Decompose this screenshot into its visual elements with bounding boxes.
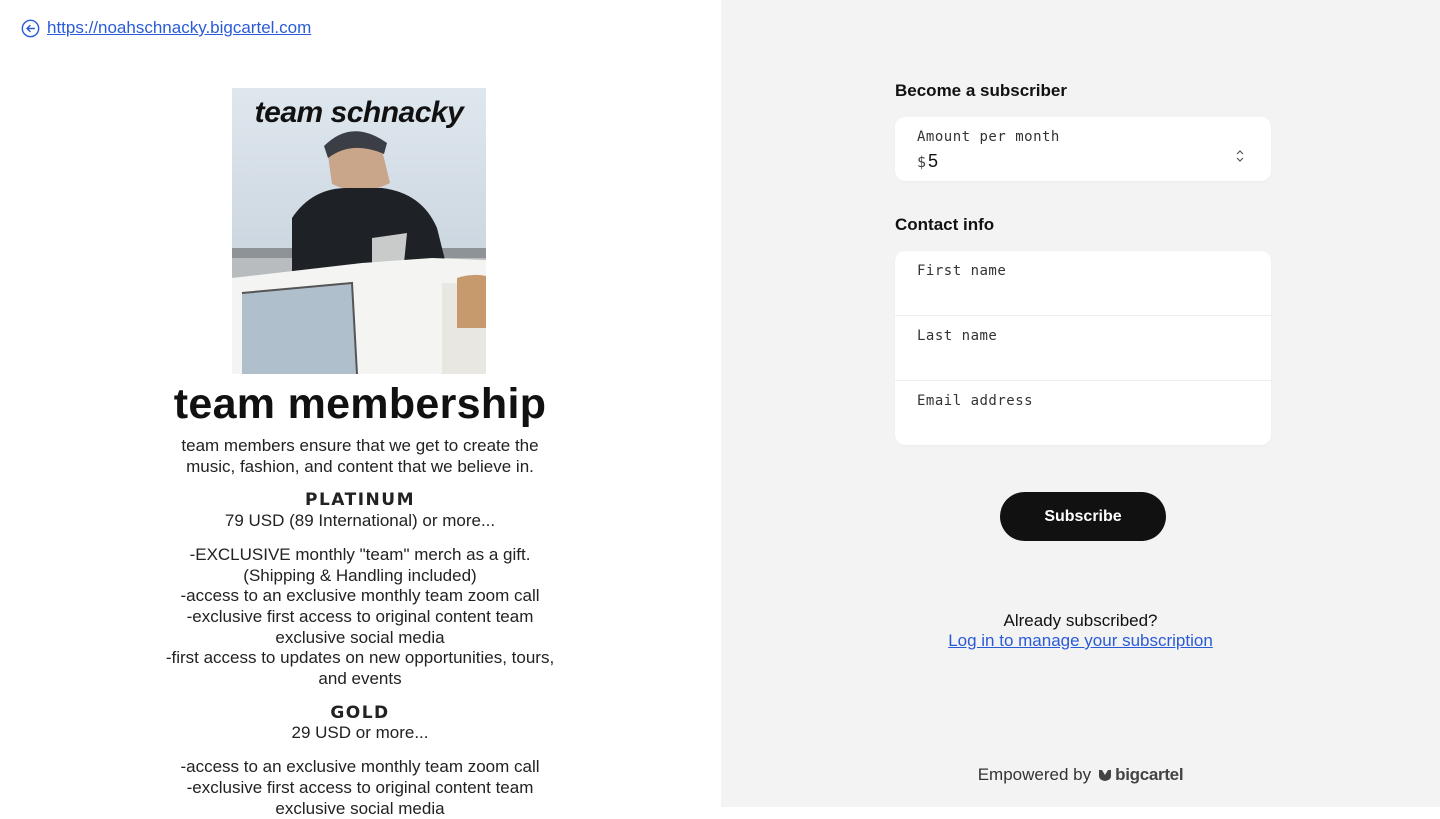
contact-heading: Contact info (895, 215, 995, 234)
amount-label: Amount per month (917, 129, 1060, 145)
bigcartel-logo-icon (1098, 768, 1112, 782)
tier-gold-perk: -exclusive first access to original content team exclusive social media (186, 777, 534, 818)
first-name-field[interactable] (895, 251, 1271, 316)
tier-platinum-name: PLATINUM (305, 490, 415, 511)
contact-fields (895, 251, 1271, 445)
first-name-label: First name (917, 263, 1007, 279)
subscribe-button[interactable]: Subscribe (1000, 492, 1166, 541)
email-field[interactable] (895, 381, 1271, 446)
tier-platinum-price: 79 USD (89 International) or more... (224, 511, 496, 531)
email-label: Email address (917, 393, 1034, 409)
footer (721, 765, 1440, 785)
hero-image-text: team schnacky (254, 96, 464, 129)
tier-platinum-perk: -exclusive first access to original content team exclusive social media (186, 606, 534, 647)
already-subscribed-text: Already subscribed? (1003, 611, 1158, 630)
amount-field[interactable] (895, 117, 1271, 181)
checkout-panel (721, 0, 1440, 807)
product-title: team membership (173, 380, 547, 428)
product-description: team members ensure that we get to create the music, fashion, and content that we believe in. (181, 436, 539, 476)
tier-platinum-perk: -first access to updates on new opportunities, tours, and events (165, 648, 555, 689)
currency-symbol: $ (917, 152, 927, 171)
back-arrow-icon (21, 19, 40, 38)
store-link[interactable] (21, 18, 311, 38)
tier-gold-name: GOLD (330, 702, 390, 723)
tier-platinum-perk: -access to an exclusive monthly team zoom call (180, 586, 540, 606)
brand-name: bigcartel (1115, 765, 1184, 784)
last-name-label: Last name (917, 328, 998, 344)
amount-input[interactable]: 5 (928, 151, 939, 171)
product-image (232, 88, 486, 374)
tier-gold-perk: -access to an exclusive monthly team zoom call (180, 757, 540, 777)
login-link[interactable]: Log in to manage your subscription (948, 631, 1213, 650)
bigcartel-logo[interactable] (1098, 765, 1183, 785)
tier-gold-price: 29 USD or more... (291, 723, 429, 743)
login-prompt (721, 611, 1440, 651)
empowered-text: Empowered by (977, 765, 1092, 784)
product-photo (232, 88, 486, 374)
store-url[interactable]: https://noahschnacky.bigcartel.com (47, 18, 312, 37)
last-name-field[interactable] (895, 316, 1271, 381)
tier-platinum-perk: -EXCLUSIVE monthly "team" merch as a gift. (Shipping & Handling included) (189, 544, 531, 585)
number-spinner-icon[interactable] (1235, 148, 1245, 164)
subscribe-heading: Become a subscriber (895, 81, 1067, 100)
product-details (160, 380, 560, 819)
